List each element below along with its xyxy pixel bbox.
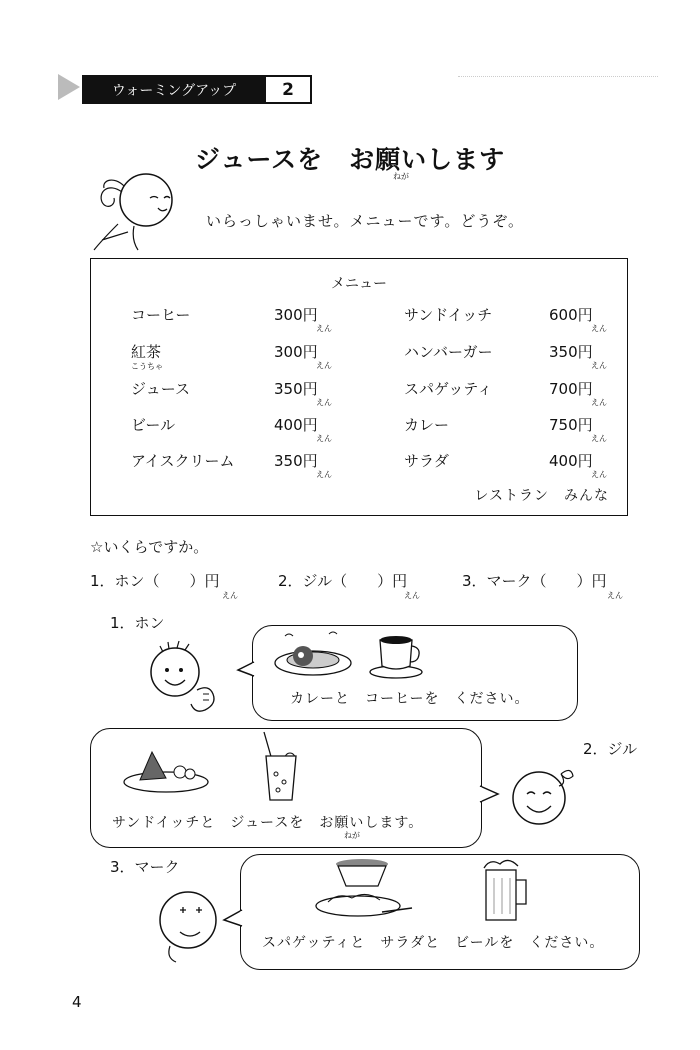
- restaurant-name: レストラン みんな: [474, 488, 609, 504]
- speaker-label: 2．ジル: [583, 740, 638, 758]
- dialogue-text-hon: カレーと コーヒーを ください。: [290, 691, 530, 707]
- section-number: 2: [264, 77, 310, 102]
- menu-item-price: 300円 えん: [274, 343, 332, 370]
- speaker-label: 3．マーク: [110, 858, 180, 876]
- page-title: ジュースを お願いします: [194, 145, 506, 174]
- answer-ruby: えん: [607, 591, 623, 600]
- header-arrow-icon: [58, 74, 80, 100]
- hon-face-illustration: [145, 640, 235, 720]
- section-header: [82, 75, 312, 104]
- coffee-cup-icon: [368, 632, 428, 680]
- waiter-illustration: [88, 162, 188, 252]
- speaker-label: 1．ホン: [110, 614, 165, 632]
- answer-item-jill: 2．ジル（ ）円: [278, 572, 408, 590]
- menu-item-name: カレー: [404, 416, 450, 434]
- beer-mug-icon: [478, 856, 534, 924]
- menu-item-name: 紅茶: [131, 343, 162, 361]
- menu-item-price: 300円 えん: [274, 306, 332, 333]
- menu-item-name: サンドイッチ: [404, 306, 493, 324]
- speech-bubble-mark: [240, 854, 640, 970]
- answer-item-mark: 3．マーク（ ）円: [462, 572, 607, 590]
- menu-item-price: 600円 えん: [549, 306, 607, 333]
- bubble-tail: [236, 660, 256, 680]
- dialogue-text-mark: スパゲッティと サラダと ビールを ください。: [262, 935, 605, 951]
- bubble-tail: [222, 908, 244, 930]
- menu-item-name: サラダ: [404, 452, 449, 470]
- welcome-message: いらっしゃいませ。メニューです。どうぞ。: [206, 212, 525, 230]
- juice-glass-icon: [256, 730, 306, 808]
- dialogue-ruby: ねが: [344, 831, 360, 840]
- menu-item-price: 350円 えん: [274, 380, 332, 407]
- menu-item-price: 700円 えん: [549, 380, 607, 407]
- menu-item-price: 400円 えん: [549, 452, 607, 479]
- menu-item-price: 750円 えん: [549, 416, 607, 443]
- sandwich-plate-icon: [120, 742, 212, 794]
- menu-item-name: ジュース: [131, 380, 190, 398]
- menu-item-price: 350円 えん: [274, 452, 332, 479]
- menu-item-name: スパゲッティ: [404, 380, 493, 398]
- question-prompt: ☆いくらですか。: [90, 538, 209, 556]
- answer-ruby: えん: [404, 591, 420, 600]
- menu-item-price: 400円 えん: [274, 416, 332, 443]
- bubble-tail: [478, 784, 500, 806]
- menu-heading: メニュー: [331, 276, 387, 292]
- answer-ruby: えん: [222, 591, 238, 600]
- menu-item-name: コーヒー: [131, 306, 191, 324]
- title-ruby: ねが: [393, 172, 409, 181]
- menu-item-ruby: こうちゃ: [131, 362, 163, 371]
- curry-plate-icon: [273, 628, 353, 678]
- header-divider: [458, 76, 658, 77]
- answer-item-hon: 1．ホン（ ）円: [90, 572, 220, 590]
- menu-item-name: アイスクリーム: [131, 452, 235, 470]
- menu-item-name: ハンバーガー: [404, 343, 493, 361]
- spaghetti-salad-icon: [312, 856, 416, 920]
- mark-face-illustration: [150, 880, 230, 970]
- menu-item-price: 350円 えん: [549, 343, 607, 370]
- menu-card: [90, 258, 628, 516]
- menu-item-name: ビール: [131, 416, 176, 434]
- jill-face-illustration: [505, 760, 585, 836]
- section-title: ウォーミングアップ: [84, 77, 264, 102]
- page-number: 4: [72, 993, 82, 1011]
- dialogue-text-jill: サンドイッチと ジュースを お願いします。: [112, 815, 424, 831]
